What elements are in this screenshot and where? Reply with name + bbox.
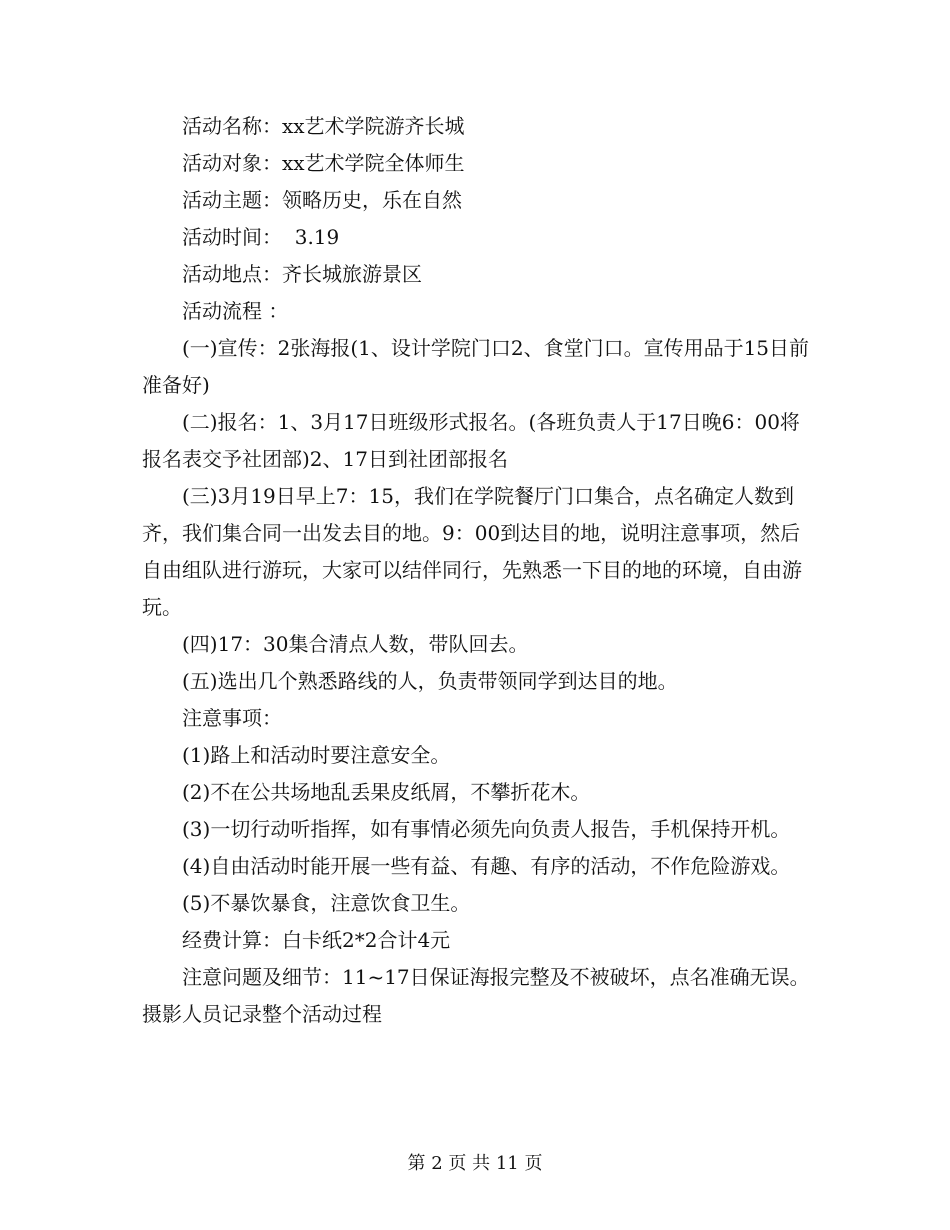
paragraph: 活动名称：xx艺术学院游齐长城	[182, 114, 465, 138]
paragraph: (2)不在公共场地乱丢果皮纸屑，不攀折花木。	[182, 780, 591, 804]
paragraph: (二)报名：1、3月17日班级形式报名。(各班负责人于17日晚6：00将报名表交予社团部)2、17日到社团部报名	[142, 410, 800, 471]
paragraph: (五)选出几个熟悉路线的人，负责带领同学到达目的地。	[182, 669, 678, 693]
paragraph: 活动对象：xx艺术学院全体师生	[182, 151, 465, 175]
page-number-label: 第 2 页 共 11 页	[407, 1153, 543, 1174]
paragraph: (三)3月19日早上7：15，我们在学院餐厅门口集合，点名确定人数到齐，我们集合同一出发去目的地。9：00到达目的地，说明注意事项，然后自由组队进行游玩，大家可以结伴同行，先熟悉一下目的地的环境，自由游玩。	[142, 484, 802, 619]
paragraph: 活动时间： 3.19	[182, 225, 340, 249]
paragraph: (1)路上和活动时要注意安全。	[182, 743, 451, 767]
paragraph: 活动流程 ：	[182, 299, 289, 323]
paragraph: 活动主题：领略历史，乐在自然	[182, 188, 462, 212]
paragraph: (5)不暴饮暴食，注意饮食卫生。	[182, 891, 471, 915]
paragraph: 经费计算：白卡纸2*2合计4元	[182, 928, 451, 952]
page-footer	[0, 1152, 950, 1176]
paragraph: (一)宣传：2张海报(1、设计学院门口2、食堂门口。宣传用品于15日前准备好)	[142, 336, 810, 397]
paragraph: (四)17：30集合清点人数，带队回去。	[182, 632, 529, 656]
paragraph: 注意事项：	[182, 706, 282, 730]
document-body	[142, 108, 810, 1033]
paragraph: 活动地点：齐长城旅游景区	[182, 262, 422, 286]
paragraph: 注意问题及细节：11~17日保证海报完整及不被破坏，点名准确无误。摄影人员记录整个活动过程	[142, 965, 810, 1026]
paragraph: (3)一切行动听指挥，如有事情必须先向负责人报告，手机保持开机。	[182, 817, 791, 841]
paragraph: (4)自由活动时能开展一些有益、有趣、有序的活动，不作危险游戏。	[182, 854, 791, 878]
